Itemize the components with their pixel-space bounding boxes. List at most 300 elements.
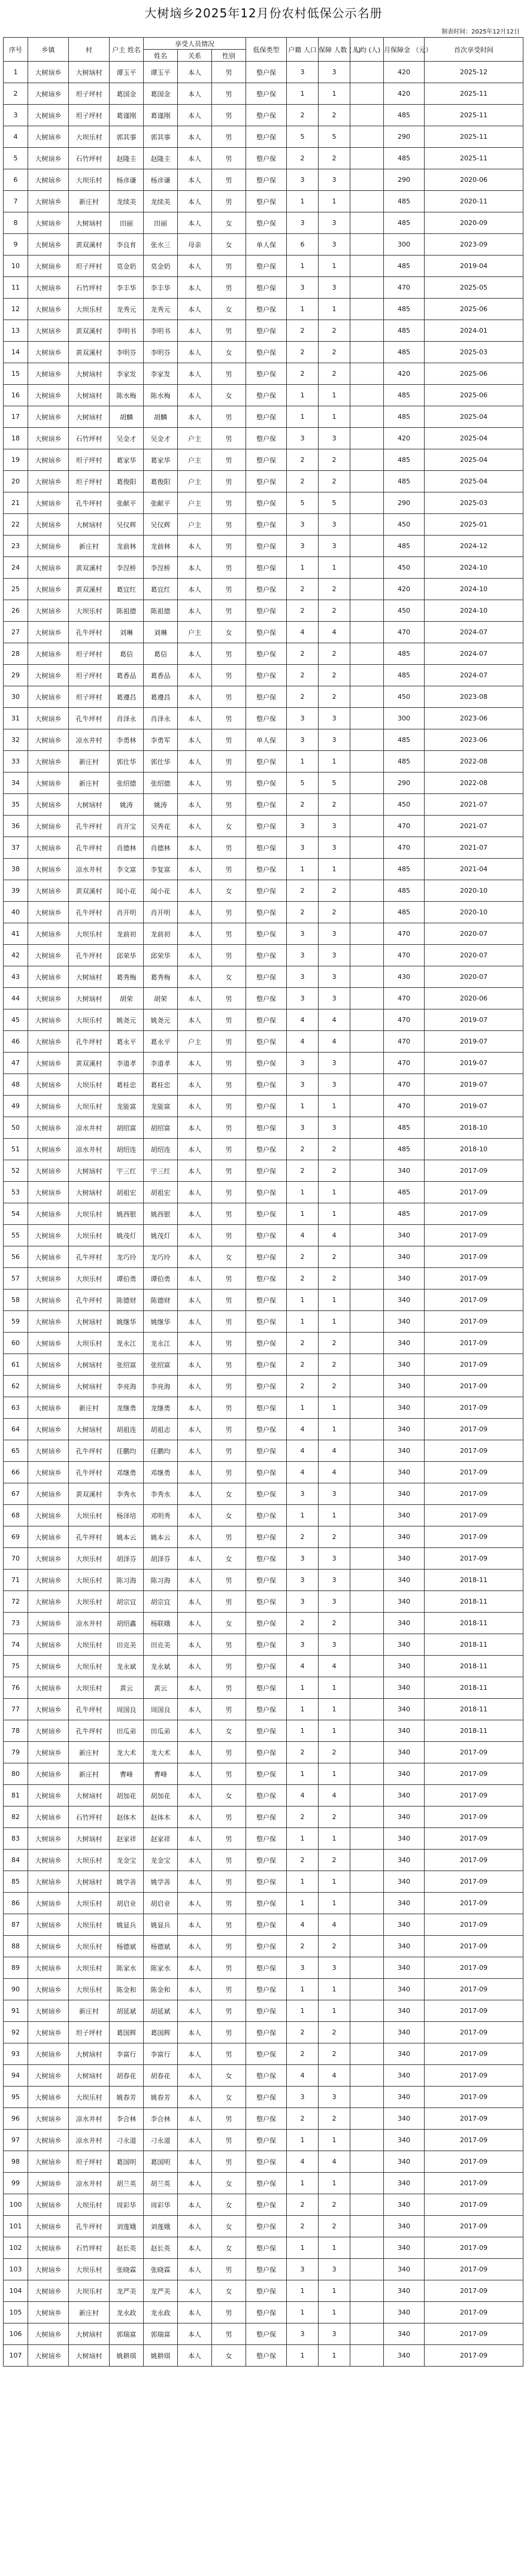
cell-gender: 男: [212, 1742, 246, 1763]
cell-village: 大坝乐村: [69, 2194, 110, 2216]
cell-type: 整户保: [246, 1182, 287, 1203]
cell-enjoy-count: 2: [319, 2043, 350, 2065]
cell-name: 郭仕华: [144, 751, 178, 773]
cell-enjoy-count: 4: [319, 1656, 350, 1677]
cell-town: 大树垴乡: [28, 2345, 69, 2367]
cell-enjoy-count: 2: [319, 600, 350, 622]
table-row: [4, 1397, 523, 1419]
cell-household-head: 姚春芳: [110, 2087, 144, 2108]
cell-amount: 420: [384, 579, 425, 600]
cell-household-head: 葛国辉: [110, 2022, 144, 2043]
table-row: [4, 126, 523, 148]
cell-enjoy-count: 3: [319, 2087, 350, 2108]
cell-household-pop: 2: [287, 1139, 319, 1160]
cell-household-pop: 1: [287, 2130, 319, 2151]
cell-relation: 本人: [178, 1268, 212, 1289]
cell-relation: 本人: [178, 256, 212, 277]
cell-relation: 本人: [178, 2130, 212, 2151]
cell-village: 大树垴村: [69, 212, 110, 234]
cell-household-pop: 1: [287, 1505, 319, 1526]
cell-town: 大树垴乡: [28, 773, 69, 794]
cell-type: 整户保: [246, 277, 287, 299]
cell-start-date: 2024-01: [425, 320, 523, 342]
cell-start-date: 2022-08: [425, 773, 523, 794]
cell-relation: 本人: [178, 665, 212, 686]
cell-village: 大坝乐村: [69, 1074, 110, 1096]
cell-seq: 84: [4, 1850, 28, 1871]
cell-amount: 485: [384, 148, 425, 169]
cell-name: 郭瑞富: [144, 2323, 178, 2345]
table-row: [4, 579, 523, 600]
cell-enjoy-count: 5: [319, 773, 350, 794]
cell-relation: 本人: [178, 1634, 212, 1656]
cell-enjoy-count: 1: [319, 1699, 350, 1720]
cell-town: 大树垴乡: [28, 471, 69, 492]
cell-seq: 63: [4, 1397, 28, 1419]
cell-town: 大树垴乡: [28, 665, 69, 686]
cell-village: 黄双溪村: [69, 880, 110, 902]
cell-gender: 男: [212, 256, 246, 277]
cell-household-head: 龙前林: [110, 536, 144, 557]
cell-type: 整户保: [246, 1074, 287, 1096]
cell-type: 整户保: [246, 2130, 287, 2151]
cell-enjoy-count: 1: [319, 2280, 350, 2302]
cell-enjoy-count: 2: [319, 320, 350, 342]
cell-household-head: 姚西银: [110, 1203, 144, 1225]
cell-household-pop: 3: [287, 729, 319, 751]
cell-start-date: 2020-07: [425, 923, 523, 945]
cell-gender: 男: [212, 126, 246, 148]
table-row: [4, 62, 523, 83]
cell-village: 大坝乐村: [69, 1570, 110, 1591]
cell-amount: 340: [384, 1850, 425, 1871]
cell-village: 坦子坪村: [69, 686, 110, 708]
cell-gender: 男: [212, 773, 246, 794]
cell-household-head: 葛信: [110, 643, 144, 665]
cell-per-capita: [350, 342, 384, 363]
cell-gender: 男: [212, 1333, 246, 1354]
cell-amount: 450: [384, 600, 425, 622]
cell-household-head: 胡兰英: [110, 2173, 144, 2194]
cell-type: 整户保: [246, 1979, 287, 2000]
cell-type: 整户保: [246, 2108, 287, 2130]
cell-relation: 户主: [178, 492, 212, 514]
cell-per-capita: [350, 1936, 384, 1957]
cell-household-head: 胡绍连: [110, 1139, 144, 1160]
cell-relation: 本人: [178, 686, 212, 708]
cell-seq: 13: [4, 320, 28, 342]
cell-type: 整户保: [246, 2022, 287, 2043]
header-member-group: 享受人员情况: [144, 38, 246, 50]
cell-start-date: 2018-11: [425, 1613, 523, 1634]
cell-type: 整户保: [246, 1613, 287, 1634]
cell-name: 陈习海: [144, 1570, 178, 1591]
cell-town: 大树垴乡: [28, 2173, 69, 2194]
cell-per-capita: [350, 2345, 384, 2367]
cell-amount: 420: [384, 62, 425, 83]
cell-household-pop: 2: [287, 2194, 319, 2216]
cell-name: 任鹏均: [144, 1440, 178, 1462]
cell-name: 邓明秀: [144, 1505, 178, 1526]
cell-per-capita: [350, 212, 384, 234]
cell-relation: 本人: [178, 2000, 212, 2022]
cell-seq: 5: [4, 148, 28, 169]
cell-village: 大坝乐村: [69, 1850, 110, 1871]
cell-name: 龙前林: [144, 536, 178, 557]
cell-household-head: 郭其事: [110, 126, 144, 148]
cell-start-date: 2020-06: [425, 169, 523, 191]
cell-name: 胡加花: [144, 1785, 178, 1806]
cell-enjoy-count: 2: [319, 471, 350, 492]
cell-town: 大树垴乡: [28, 83, 69, 105]
cell-gender: 男: [212, 514, 246, 536]
cell-start-date: 2024-07: [425, 643, 523, 665]
table-row: [4, 686, 523, 708]
cell-name: 葛俊阳: [144, 471, 178, 492]
cell-start-date: 2017-09: [425, 1785, 523, 1806]
cell-town: 大树垴乡: [28, 449, 69, 471]
cell-per-capita: [350, 514, 384, 536]
cell-village: 凉水井村: [69, 1139, 110, 1160]
cell-village: 大坝乐村: [69, 600, 110, 622]
cell-type: 整户保: [246, 1720, 287, 1742]
cell-seq: 30: [4, 686, 28, 708]
cell-per-capita: [350, 385, 384, 406]
cell-per-capita: [350, 363, 384, 385]
cell-gender: 男: [212, 1074, 246, 1096]
cell-household-head: 田瓜弟: [110, 1720, 144, 1742]
cell-name: 姚学善: [144, 1871, 178, 1893]
cell-village: 大树垴村: [69, 794, 110, 816]
cell-per-capita: [350, 1225, 384, 1246]
cell-relation: 本人: [178, 191, 212, 212]
cell-name: 赵长英: [144, 2237, 178, 2259]
cell-household-pop: 1: [287, 83, 319, 105]
cell-start-date: 2018-11: [425, 1634, 523, 1656]
cell-village: 大树垴村: [69, 406, 110, 428]
cell-village: 大树垴村: [69, 514, 110, 536]
cell-amount: 485: [384, 256, 425, 277]
cell-start-date: 2024-10: [425, 557, 523, 579]
cell-village: 大树垴村: [69, 2043, 110, 2065]
table-row: [4, 2130, 523, 2151]
cell-seq: 28: [4, 643, 28, 665]
cell-town: 大树垴乡: [28, 859, 69, 880]
table-row: [4, 363, 523, 385]
cell-seq: 8: [4, 212, 28, 234]
cell-town: 大树垴乡: [28, 277, 69, 299]
cell-enjoy-count: 2: [319, 1268, 350, 1289]
cell-amount: 340: [384, 1462, 425, 1483]
cell-relation: 本人: [178, 2108, 212, 2130]
cell-village: 大坝乐村: [69, 1656, 110, 1677]
cell-type: 整户保: [246, 62, 287, 83]
cell-seq: 101: [4, 2216, 28, 2237]
cell-relation: 本人: [178, 1806, 212, 1828]
cell-household-pop: 3: [287, 2323, 319, 2345]
cell-household-pop: 4: [287, 1419, 319, 1440]
table-row: [4, 1483, 523, 1505]
cell-village: 新庄村: [69, 773, 110, 794]
cell-amount: 485: [384, 105, 425, 126]
cell-per-capita: [350, 299, 384, 320]
cell-gender: 男: [212, 1763, 246, 1785]
cell-start-date: 2018-11: [425, 1720, 523, 1742]
cell-village: 大坝乐村: [69, 1333, 110, 1354]
cell-type: 整户保: [246, 1850, 287, 1871]
cell-start-date: 2018-11: [425, 1656, 523, 1677]
cell-name: 龙永政: [144, 2302, 178, 2323]
cell-town: 大树垴乡: [28, 1096, 69, 1117]
cell-town: 大树垴乡: [28, 492, 69, 514]
cell-start-date: 2017-09: [425, 1957, 523, 1979]
cell-gender: 男: [212, 2323, 246, 2345]
cell-per-capita: [350, 406, 384, 428]
cell-start-date: 2017-09: [425, 1289, 523, 1311]
cell-amount: 340: [384, 1699, 425, 1720]
cell-town: 大树垴乡: [28, 320, 69, 342]
cell-enjoy-count: 3: [319, 1117, 350, 1139]
table-header: [4, 38, 523, 62]
table-row: [4, 1570, 523, 1591]
cell-name: 胡绍富: [144, 1117, 178, 1139]
cell-name: 陈水梅: [144, 385, 178, 406]
cell-village: 孔牛坪村: [69, 816, 110, 837]
cell-seq: 14: [4, 342, 28, 363]
cell-seq: 103: [4, 2259, 28, 2280]
cell-start-date: 2017-09: [425, 1246, 523, 1268]
cell-per-capita: [350, 1548, 384, 1570]
cell-type: 整户保: [246, 1419, 287, 1440]
cell-per-capita: [350, 1850, 384, 1871]
cell-amount: 485: [384, 665, 425, 686]
cell-type: 整户保: [246, 1914, 287, 1936]
cell-household-head: 张绍富: [110, 1354, 144, 1376]
cell-per-capita: [350, 1806, 384, 1828]
table-row: [4, 1505, 523, 1526]
cell-amount: 470: [384, 1096, 425, 1117]
cell-per-capita: [350, 622, 384, 643]
table-body: [4, 62, 523, 2367]
cell-amount: 340: [384, 2065, 425, 2087]
cell-village: 新庄村: [69, 2000, 110, 2022]
cell-per-capita: [350, 945, 384, 966]
cell-per-capita: [350, 1699, 384, 1720]
cell-name: 李家发: [144, 363, 178, 385]
cell-gender: 男: [212, 2108, 246, 2130]
cell-relation: 本人: [178, 1117, 212, 1139]
cell-village: 大坝乐村: [69, 2087, 110, 2108]
cell-per-capita: [350, 686, 384, 708]
cell-household-pop: 2: [287, 1333, 319, 1354]
cell-amount: 485: [384, 342, 425, 363]
cell-seq: 52: [4, 1160, 28, 1182]
cell-amount: 485: [384, 212, 425, 234]
cell-village: 坦子坪村: [69, 83, 110, 105]
cell-type: 整户保: [246, 923, 287, 945]
cell-village: 孔牛坪村: [69, 622, 110, 643]
cell-village: 孔牛坪村: [69, 1246, 110, 1268]
cell-town: 大树垴乡: [28, 1440, 69, 1462]
cell-name: 张绍富: [144, 1354, 178, 1376]
cell-start-date: 2019-07: [425, 1074, 523, 1096]
cell-enjoy-count: 2: [319, 148, 350, 169]
cell-household-head: 龙永斌: [110, 1656, 144, 1677]
cell-village: 孔牛坪村: [69, 1526, 110, 1548]
cell-relation: 本人: [178, 1246, 212, 1268]
cell-enjoy-count: 1: [319, 385, 350, 406]
cell-village: 石竹坪村: [69, 1806, 110, 1828]
cell-per-capita: [350, 988, 384, 1009]
cell-household-head: 龙巧玲: [110, 1246, 144, 1268]
cell-household-pop: 2: [287, 1160, 319, 1182]
cell-amount: 340: [384, 1570, 425, 1591]
cell-household-head: 曹峰: [110, 1763, 144, 1785]
cell-gender: 男: [212, 1268, 246, 1289]
cell-amount: 485: [384, 385, 425, 406]
cell-town: 大树垴乡: [28, 729, 69, 751]
cell-village: 大坝乐村: [69, 1548, 110, 1570]
cell-relation: 本人: [178, 1440, 212, 1462]
cell-per-capita: [350, 234, 384, 256]
cell-per-capita: [350, 1957, 384, 1979]
cell-gender: 男: [212, 1419, 246, 1440]
table-row: [4, 428, 523, 449]
cell-start-date: 2018-11: [425, 1570, 523, 1591]
cell-name: 张水三: [144, 234, 178, 256]
cell-household-head: 田克美: [110, 1634, 144, 1656]
cell-seq: 93: [4, 2043, 28, 2065]
cell-seq: 71: [4, 1570, 28, 1591]
cell-per-capita: [350, 1871, 384, 1893]
cell-start-date: 2017-09: [425, 2173, 523, 2194]
cell-seq: 77: [4, 1699, 28, 1720]
table-row: [4, 2065, 523, 2087]
cell-type: 整户保: [246, 579, 287, 600]
cell-town: 大树垴乡: [28, 1828, 69, 1850]
cell-per-capita: [350, 1742, 384, 1763]
cell-seq: 34: [4, 773, 28, 794]
cell-gender: 男: [212, 686, 246, 708]
cell-seq: 37: [4, 837, 28, 859]
cell-seq: 25: [4, 579, 28, 600]
cell-name: 李道孝: [144, 1053, 178, 1074]
cell-relation: 本人: [178, 277, 212, 299]
cell-amount: 340: [384, 2130, 425, 2151]
cell-start-date: 2021-07: [425, 837, 523, 859]
cell-per-capita: [350, 1677, 384, 1699]
cell-town: 大树垴乡: [28, 2065, 69, 2087]
cell-type: 整户保: [246, 449, 287, 471]
cell-start-date: 2025-04: [425, 449, 523, 471]
cell-village: 大坝乐村: [69, 1009, 110, 1031]
cell-per-capita: [350, 1311, 384, 1333]
cell-per-capita: [350, 169, 384, 191]
cell-start-date: 2017-09: [425, 1333, 523, 1354]
cell-gender: 男: [212, 902, 246, 923]
cell-town: 大树垴乡: [28, 600, 69, 622]
cell-village: 黄双溪村: [69, 342, 110, 363]
cell-start-date: 2020-10: [425, 880, 523, 902]
cell-seq: 36: [4, 816, 28, 837]
cell-enjoy-count: 2: [319, 449, 350, 471]
cell-relation: 本人: [178, 1225, 212, 1246]
cell-enjoy-count: 3: [319, 514, 350, 536]
cell-amount: 470: [384, 1009, 425, 1031]
cell-household-head: 葛俊阳: [110, 471, 144, 492]
cell-start-date: 2018-11: [425, 1591, 523, 1613]
table-row: [4, 1160, 523, 1182]
cell-amount: 485: [384, 902, 425, 923]
cell-start-date: 2025-03: [425, 492, 523, 514]
cell-enjoy-count: 1: [319, 1096, 350, 1117]
cell-village: 孔牛坪村: [69, 492, 110, 514]
cell-town: 大树垴乡: [28, 1139, 69, 1160]
cell-household-pop: 3: [287, 212, 319, 234]
cell-start-date: 2017-09: [425, 2216, 523, 2237]
cell-name: 胡宗宜: [144, 1591, 178, 1613]
cell-name: 郭其事: [144, 126, 178, 148]
cell-gender: 女: [212, 880, 246, 902]
cell-enjoy-count: 1: [319, 751, 350, 773]
cell-town: 大树垴乡: [28, 1893, 69, 1914]
cell-name: 刁永道: [144, 2130, 178, 2151]
table-row: [4, 837, 523, 859]
cell-gender: 女: [212, 1246, 246, 1268]
cell-gender: 男: [212, 1979, 246, 2000]
cell-household-head: 龙严美: [110, 2280, 144, 2302]
cell-household-pop: 1: [287, 859, 319, 880]
cell-name: 闻小花: [144, 880, 178, 902]
cell-relation: 本人: [178, 1311, 212, 1333]
table-row: [4, 1333, 523, 1354]
table-row: [4, 794, 523, 816]
cell-name: 李明书: [144, 320, 178, 342]
cell-name: 李涅桥: [144, 557, 178, 579]
cell-household-head: 葛宜红: [110, 579, 144, 600]
cell-enjoy-count: 2: [319, 363, 350, 385]
cell-village: 黄双溪村: [69, 1483, 110, 1505]
cell-per-capita: [350, 966, 384, 988]
table-row: [4, 299, 523, 320]
cell-start-date: 2017-09: [425, 1225, 523, 1246]
cell-village: 孔牛坪村: [69, 1699, 110, 1720]
cell-per-capita: [350, 449, 384, 471]
cell-name: 葛谨刚: [144, 105, 178, 126]
cell-gender: 男: [212, 1376, 246, 1397]
cell-household-pop: 4: [287, 1440, 319, 1462]
cell-household-head: 姚尧元: [110, 1009, 144, 1031]
cell-type: 整户保: [246, 902, 287, 923]
cell-type: 单人保: [246, 729, 287, 751]
cell-household-head: 谭玉平: [110, 62, 144, 83]
cell-seq: 88: [4, 1936, 28, 1957]
cell-household-pop: 2: [287, 2022, 319, 2043]
cell-seq: 18: [4, 428, 28, 449]
cell-seq: 49: [4, 1096, 28, 1117]
cell-village: 大坝乐村: [69, 299, 110, 320]
cell-amount: 340: [384, 1634, 425, 1656]
cell-gender: 男: [212, 945, 246, 966]
cell-household-head: 胡绍鑫: [110, 1613, 144, 1634]
cell-village: 大树垴村: [69, 1376, 110, 1397]
cell-town: 大树垴乡: [28, 1053, 69, 1074]
table-row: [4, 2280, 523, 2302]
table-row: [4, 966, 523, 988]
cell-amount: 340: [384, 1354, 425, 1376]
cell-seq: 9: [4, 234, 28, 256]
cell-village: 石竹坪村: [69, 428, 110, 449]
